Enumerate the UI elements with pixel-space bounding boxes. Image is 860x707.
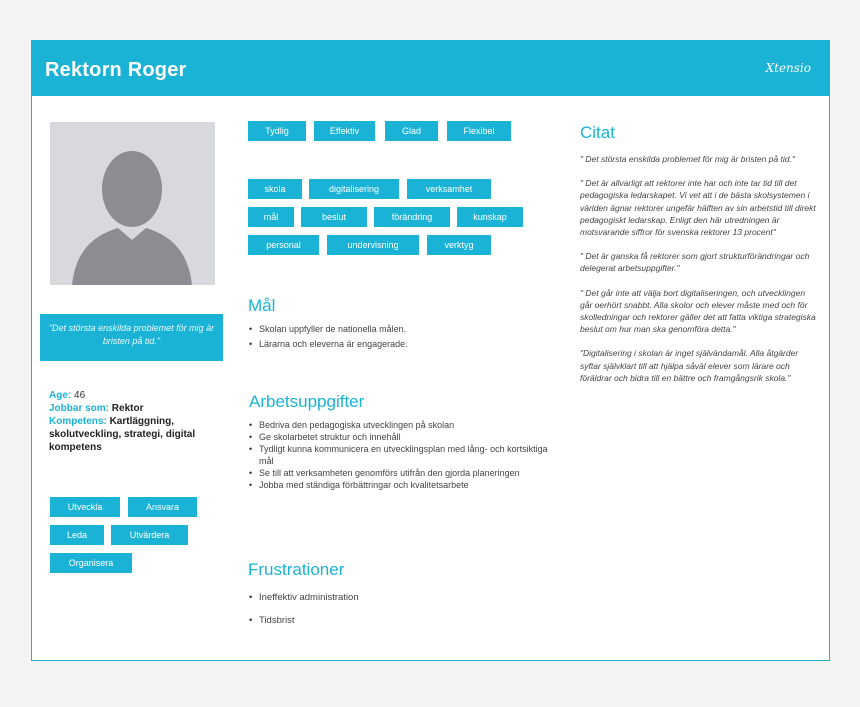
keyword-tag[interactable]: beslut [301,207,367,227]
page-title: Rektorn Roger [45,59,187,81]
job-label: Jobbar som: [49,403,110,414]
keyword-tag[interactable]: personal [248,235,319,255]
trait-tag[interactable]: Flexibel [447,121,511,141]
keyword-tag[interactable]: digitalisering [309,179,399,199]
list-item: • Se till att verksamheten genomförs utifrån den gjorda planeringen [249,467,549,479]
keyword-tag[interactable]: verktyg [427,235,491,255]
competence-label: Kompetens: [49,416,107,427]
competence-value: Kartläggning, skolutveckling, strategi, digital kompetens [49,416,196,453]
trait-tag[interactable]: Effektiv [314,121,375,141]
quotes-section [580,153,816,396]
list-item: • Lärarna och eleverna är engagerade. [249,338,549,350]
list-item: • Skolan uppfyller de nationella målen. [249,323,549,335]
list-item: • Tydligt kunna kommunicera en utvecklingsplan med lång- och kortsiktiga mål [249,443,549,467]
goals-list [249,323,549,350]
job-value: Rektor [111,403,144,414]
goals-heading: Mål [248,296,276,315]
skill-tag[interactable]: Utveckla [50,497,120,517]
age-label: Age: [49,390,72,401]
list-item: • Tidsbrist [249,615,549,627]
keyword-tag[interactable]: verksamhet [407,179,491,199]
persona-card [31,40,830,661]
trait-tag[interactable]: Glad [385,121,438,141]
skill-tag[interactable]: Utvärdera [111,525,188,545]
skill-tag[interactable]: Ansvara [128,497,197,517]
frustrations-heading: Frustrationer [248,560,345,579]
keyword-tag[interactable]: undervisning [327,235,419,255]
list-item: • Jobba med ständiga förbättringar och kvalitetsarbete [249,479,549,491]
competence-row [49,415,224,454]
quote-text: " Det är ganska få rektorer som gjort strukturförändringar och delegerat arbetsuppgifter." [580,251,810,274]
list-item: • Ge skolarbetet struktur och innehåll [249,431,549,443]
age-value: 46 [74,390,86,401]
frustrations-list [249,592,549,627]
keyword-tag[interactable]: mål [248,207,294,227]
profile-info [49,389,224,454]
user-silhouette-icon [50,122,215,285]
quote-text: " Det går inte att välja bort digitaliseringen, och utvecklingen går oerhört snabbt. Alla skolor och elever måste med och för skolledningar och rektorer gäller det att fatta viktiga strategiska beslut om hur man ska genomföra detta." [580,287,816,335]
quote-text: "Digitalisering i skolan är inget självändamål. Alla åtgärder syftar självklart till att hjälpa såväl elever som lärare och föräldrar och bidra till en bättre och framgångsrik skola." [580,348,799,383]
quotes-heading: Citat [580,123,615,142]
skill-tag[interactable]: Leda [50,525,104,545]
tasks-list [249,419,549,491]
header-bar [32,41,829,96]
list-item: • Ineffektiv administration [249,592,549,604]
avatar-body [72,228,192,285]
skill-tag[interactable]: Organisera [50,553,132,573]
quote-text: " Det största enskilda problemet för mig är bristen på tid." [580,154,795,164]
keyword-tag[interactable]: kunskap [457,207,523,227]
age-row [49,389,224,402]
job-row [49,402,224,415]
avatar-head [102,151,162,227]
profile-quote: "Det största enskilda problemet för mig är bristen på tid." [40,314,223,361]
brand-logo[interactable]: Xtensio [765,61,811,75]
keyword-tag[interactable]: förändring [374,207,450,227]
trait-tag[interactable]: Tydlig [248,121,306,141]
list-item: • Bedriva den pedagogiska utvecklingen på skolan [249,419,549,431]
avatar [50,122,215,285]
tasks-heading: Arbetsuppgifter [249,392,365,411]
keyword-tag[interactable]: skola [248,179,302,199]
quote-text: " Det är allvarligt att rektorer inte har och inte tar tid till det pedagogiska ledarskapet. Vi vet att i de bästa skolsystemen i världen ägnar rektorer ungefär hälften av sin arbetstid till direkt pedagogiskt ledarskap. Enligt den här utredningen är motsvarande siffror för svenska rektorer 13 procent" [580,178,816,238]
